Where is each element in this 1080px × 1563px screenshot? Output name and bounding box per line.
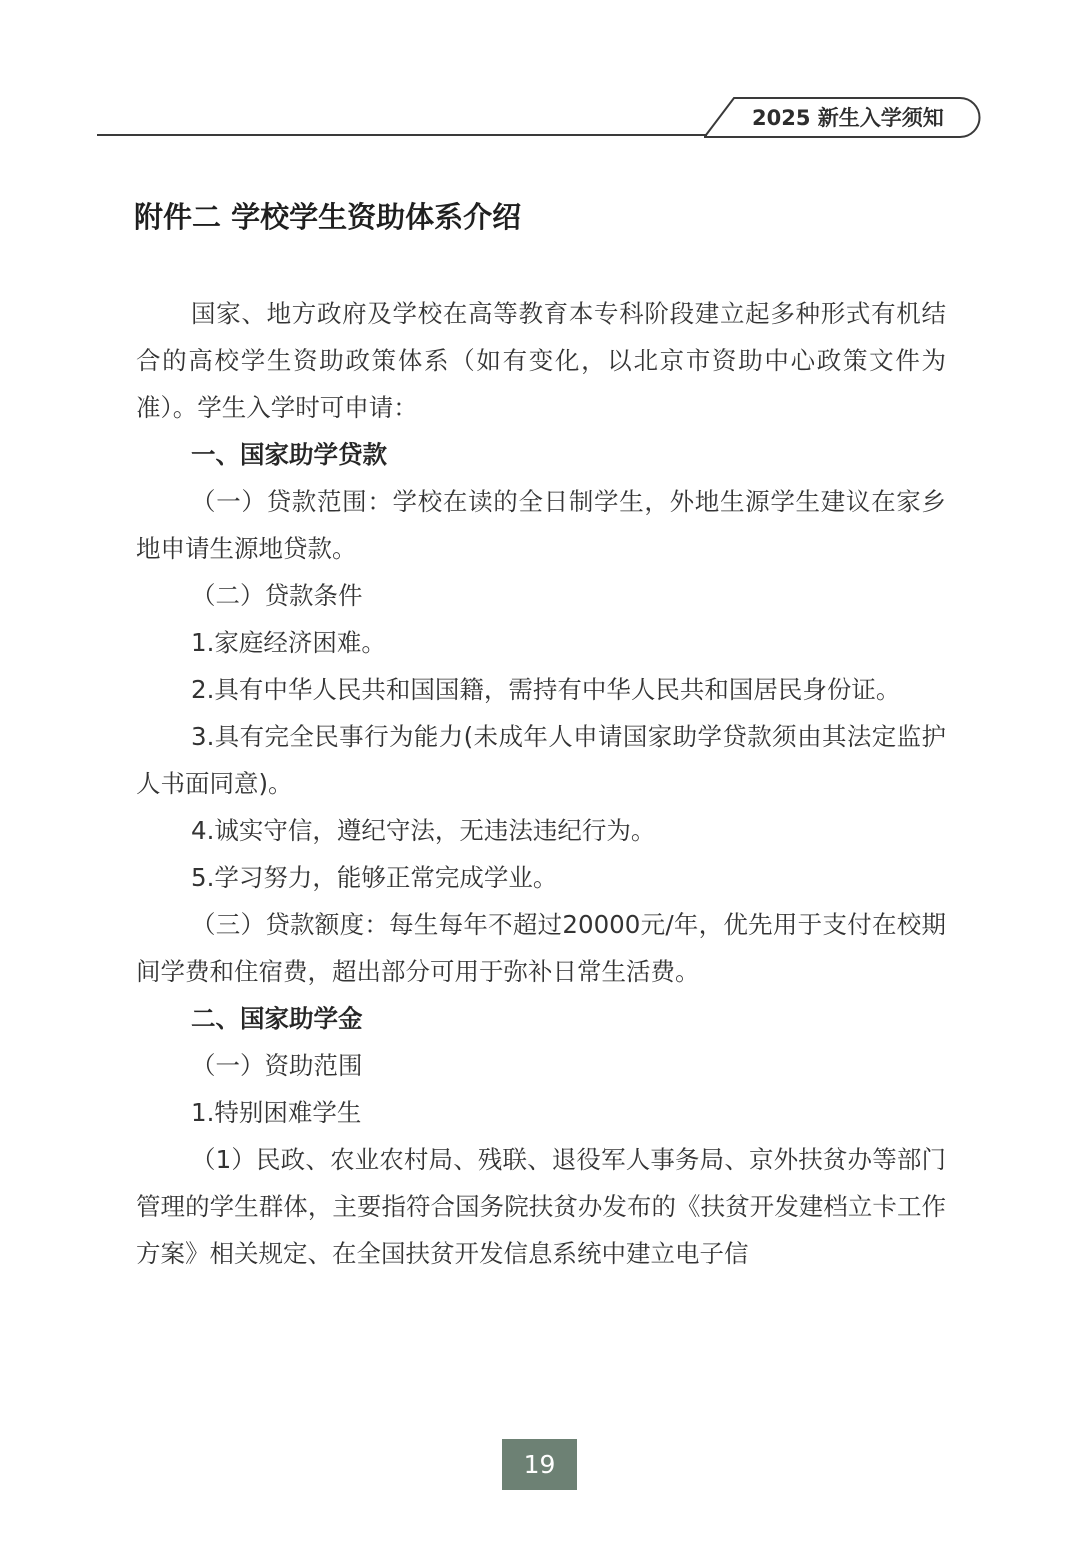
body-paragraph: 国家、地方政府及学校在高等教育本专科阶段建立起多种形式有机结合的高校学生资助政策体系（如有变化，以北京市资助中心政策文件为准）。学生入学时可申请： — [136, 299, 946, 422]
body-paragraph: 1.家庭经济困难。 — [191, 628, 386, 657]
body-paragraph: （一）贷款范围：学校在读的全日制学生，外地生源学生建议在家乡地申请生源地贷款。 — [136, 487, 946, 563]
body-paragraph: （一）资助范围 — [191, 1051, 363, 1080]
document-body — [136, 290, 946, 1277]
body-paragraph: 2.具有中华人民共和国国籍，需持有中华人民共和国居民身份证。 — [191, 675, 901, 704]
section-heading: 二、国家助学金 — [191, 1004, 363, 1033]
body-paragraph: 3.具有完全民事行为能力(未成年人申请国家助学贷款须由其法定监护人书面同意)。 — [136, 722, 946, 798]
body-paragraph: （1）民政、农业农村局、残联、退役军人事务局、京外扶贫办等部门管理的学生群体，主要指符合国务院扶贫办发布的《扶贫开发建档立卡工作方案》相关规定、在全国扶贫开发信息系统中建立电子信 — [136, 1145, 946, 1268]
header-rule — [97, 134, 707, 136]
header-title: 2025 新生入学须知 — [752, 106, 944, 130]
body-paragraph: （三）贷款额度：每生每年不超过20000元/年，优先用于支付在校期间学费和住宿费，超出部分可用于弥补日常生活费。 — [136, 910, 946, 986]
body-paragraph: 5.学习努力，能够正常完成学业。 — [191, 863, 558, 892]
body-paragraph: （二）贷款条件 — [191, 581, 363, 610]
document-title: 附件二 学校学生资助体系介绍 — [134, 200, 522, 234]
section-heading: 一、国家助学贷款 — [191, 440, 387, 469]
body-paragraph: 4.诚实守信，遵纪守法，无违法违纪行为。 — [191, 816, 656, 845]
page-number-badge: 19 — [502, 1439, 577, 1490]
body-paragraph: 1.特别困难学生 — [191, 1098, 362, 1127]
